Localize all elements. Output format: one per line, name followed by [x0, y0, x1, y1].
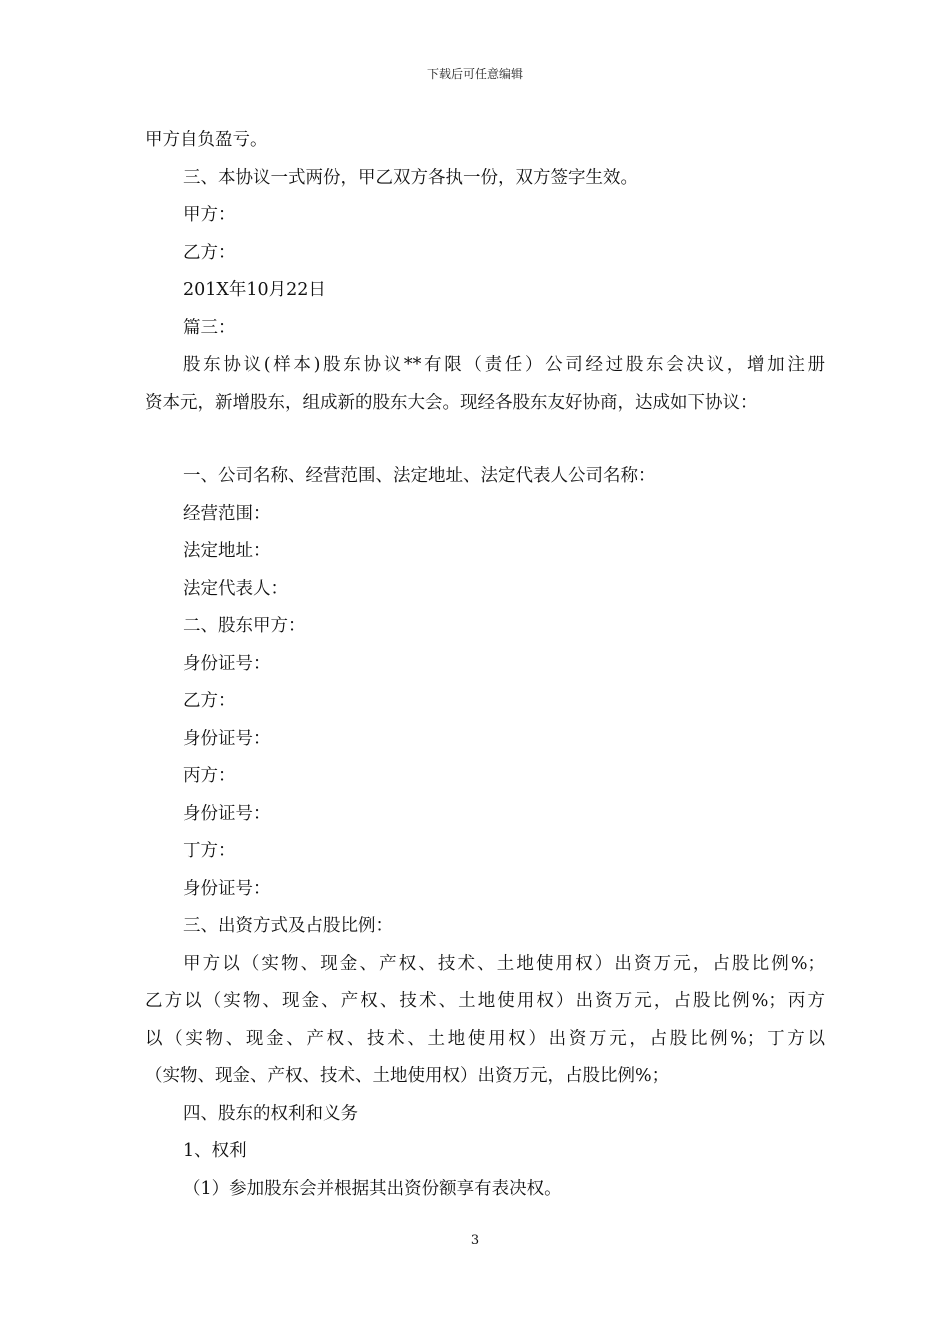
text-line: 甲方自负盈亏。	[145, 130, 268, 150]
text-line: （实物、现金、产权、技术、土地使用权）出资万元，占股比例%；	[145, 1066, 670, 1086]
page-number: 3	[470, 1233, 480, 1248]
text-line: 股东协议(样本)股东协议**有限（责任）公司经过股东会决议，增加注册	[183, 355, 825, 375]
text-line: 丁方：	[183, 841, 236, 861]
text-line: 经营范围：	[183, 503, 271, 524]
text-line: 三、出资方式及占股比例：	[183, 916, 393, 936]
text-line: 法定地址：	[183, 541, 271, 561]
text-line: 身份证号：	[183, 878, 271, 899]
text-line: 甲方以（实物、现金、产权、技术、土地使用权）出资万元，占股比例%；	[183, 953, 825, 974]
text-line: 身份证号：	[183, 728, 271, 749]
section-heading: 篇三：	[183, 317, 236, 338]
text-line: （1）参加股东会并根据其出资份额享有表决权。	[183, 1178, 562, 1199]
paragraph-gap	[145, 422, 825, 458]
text-line: 二、股东甲方：	[183, 616, 306, 636]
text-line: 身份证号：	[183, 653, 271, 674]
text-line: 身份证号：	[183, 803, 271, 824]
text-line: 甲方：	[183, 205, 236, 225]
page-header: 下载后可任意编辑	[426, 67, 523, 81]
text-line: 乙方：	[183, 691, 236, 711]
text-line: 乙方：	[183, 242, 236, 263]
text-line: 乙方以（实物、现金、产权、技术、土地使用权）出资万元，占股比例%；丙方	[145, 991, 825, 1011]
text-line: 四、股东的权利和义务	[183, 1103, 358, 1124]
text-line: 丙方：	[183, 766, 236, 786]
document-body	[145, 122, 825, 1208]
text-line: 1、权利	[183, 1141, 247, 1161]
text-line: 三、本协议一式两份，甲乙双方各执一份，双方签字生效。	[183, 167, 638, 188]
text-line: 以（实物、现金、产权、技术、土地使用权）出资万元，占股比例%；丁方以	[145, 1028, 825, 1049]
text-line: 资本元，新增股东，组成新的股东大会。现经各股东友好协商，达成如下协议：	[145, 392, 758, 413]
text-line: 一、公司名称、经营范围、法定地址、法定代表人公司名称：	[183, 466, 656, 486]
text-line: 法定代表人：	[183, 578, 288, 599]
date-line: 201X年10月22日	[183, 280, 326, 300]
